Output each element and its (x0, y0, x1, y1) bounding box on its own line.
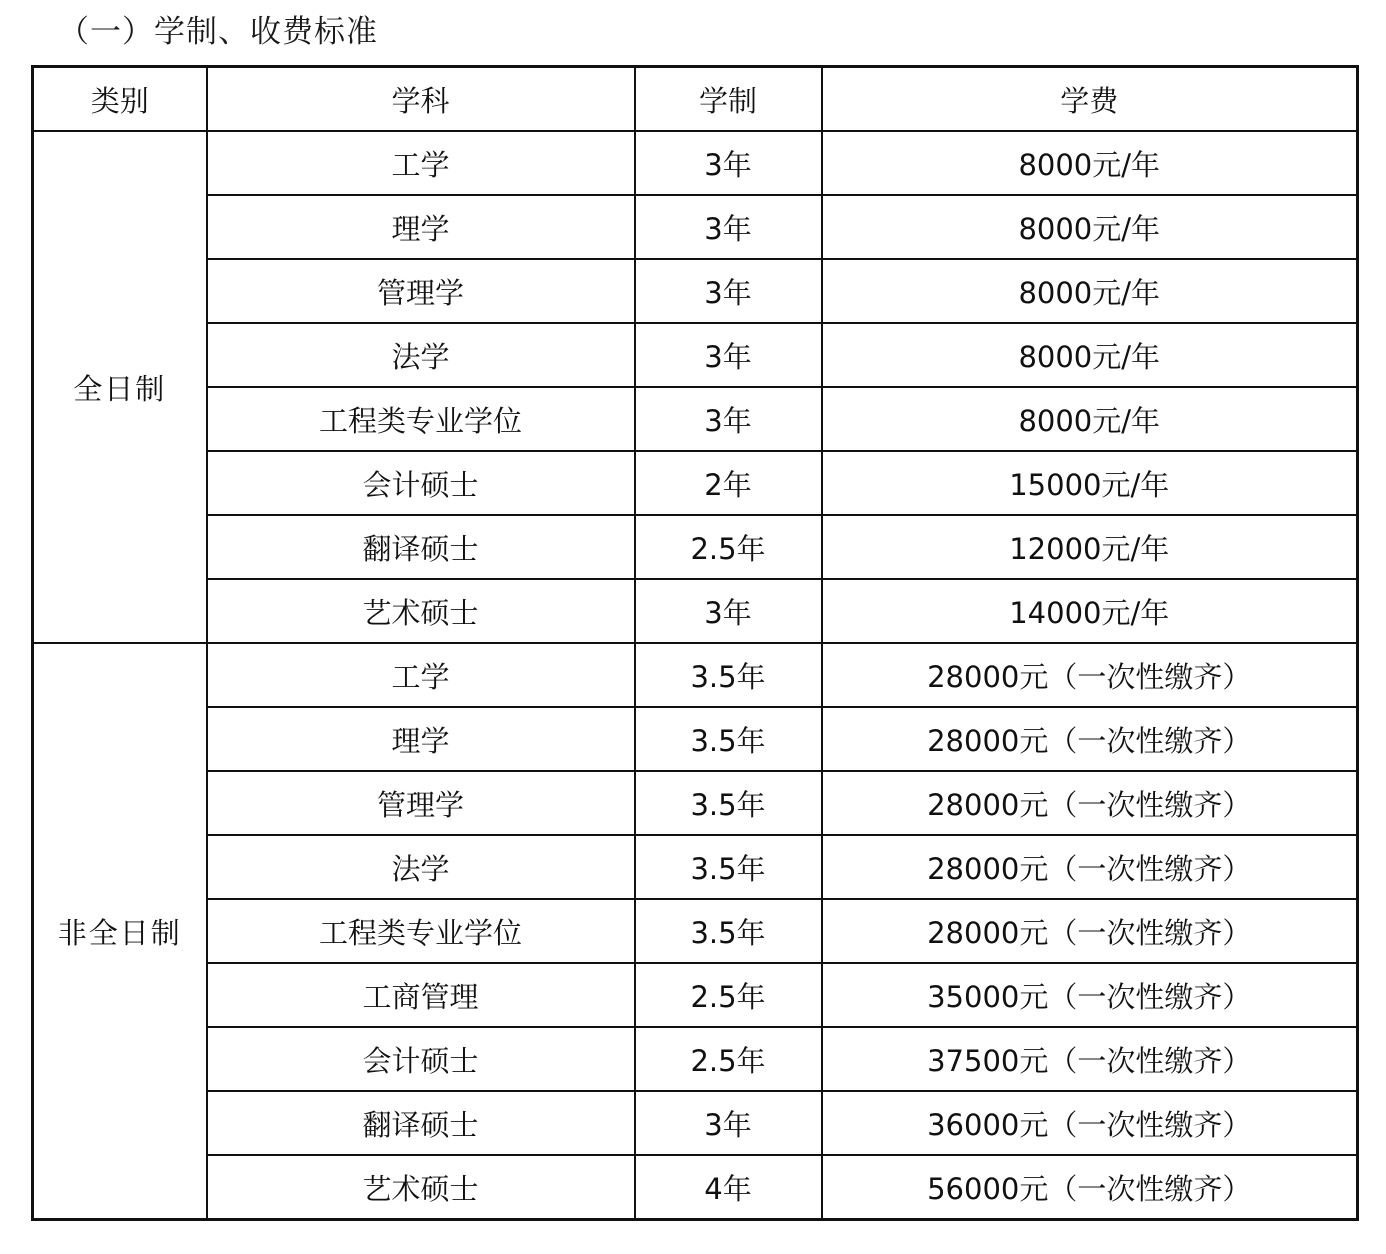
fee-cell: 15000元/年 (822, 451, 1358, 515)
header-fee: 学费 (822, 67, 1358, 132)
subject-cell: 会计硕士 (207, 1027, 635, 1091)
subject-cell: 管理学 (207, 259, 635, 323)
table-row (33, 1027, 1358, 1091)
table-row (33, 963, 1358, 1027)
fee-cell: 28000元（一次性缴齐） (822, 835, 1358, 899)
fee-cell: 35000元（一次性缴齐） (822, 963, 1358, 1027)
subject-cell: 法学 (207, 323, 635, 387)
table-row (33, 259, 1358, 323)
duration-cell: 3.5年 (635, 643, 822, 707)
table-row (33, 131, 1358, 195)
fee-cell: 28000元（一次性缴齐） (822, 771, 1358, 835)
table-row (33, 899, 1358, 963)
fee-cell: 8000元/年 (822, 387, 1358, 451)
category-cell: 全日制 (33, 131, 207, 643)
table-row (33, 835, 1358, 899)
duration-cell: 3年 (635, 387, 822, 451)
category-cell: 非全日制 (33, 643, 207, 1220)
duration-cell: 2年 (635, 451, 822, 515)
subject-cell: 工学 (207, 643, 635, 707)
table-row (33, 387, 1358, 451)
fee-cell: 8000元/年 (822, 131, 1358, 195)
subject-cell: 法学 (207, 835, 635, 899)
table-row (33, 643, 1358, 707)
subject-cell: 工程类专业学位 (207, 899, 635, 963)
fee-cell: 12000元/年 (822, 515, 1358, 579)
header-duration: 学制 (635, 67, 822, 132)
header-subject: 学科 (207, 67, 635, 132)
table-row (33, 707, 1358, 771)
duration-cell: 3.5年 (635, 835, 822, 899)
fee-cell: 8000元/年 (822, 259, 1358, 323)
duration-cell: 3年 (635, 1091, 822, 1155)
table-row (33, 771, 1358, 835)
fee-cell: 28000元（一次性缴齐） (822, 707, 1358, 771)
table-row (33, 1155, 1358, 1220)
fee-cell: 8000元/年 (822, 323, 1358, 387)
fee-cell: 28000元（一次性缴齐） (822, 643, 1358, 707)
duration-cell: 2.5年 (635, 1027, 822, 1091)
duration-cell: 3年 (635, 131, 822, 195)
duration-cell: 3年 (635, 323, 822, 387)
subject-cell: 会计硕士 (207, 451, 635, 515)
subject-cell: 翻译硕士 (207, 515, 635, 579)
table-body (33, 131, 1358, 1220)
fee-cell: 37500元（一次性缴齐） (822, 1027, 1358, 1091)
duration-cell: 2.5年 (635, 515, 822, 579)
duration-cell: 3年 (635, 579, 822, 643)
table-row (33, 579, 1358, 643)
subject-cell: 管理学 (207, 771, 635, 835)
fee-cell: 56000元（一次性缴齐） (822, 1155, 1358, 1220)
table-row (33, 1091, 1358, 1155)
subject-cell: 工学 (207, 131, 635, 195)
subject-cell: 工商管理 (207, 963, 635, 1027)
tuition-table (31, 65, 1359, 1221)
table-row (33, 323, 1358, 387)
fee-cell: 8000元/年 (822, 195, 1358, 259)
duration-cell: 3.5年 (635, 899, 822, 963)
subject-cell: 理学 (207, 707, 635, 771)
duration-cell: 3.5年 (635, 707, 822, 771)
fee-cell: 36000元（一次性缴齐） (822, 1091, 1358, 1155)
header-category: 类别 (33, 67, 207, 132)
duration-cell: 3.5年 (635, 771, 822, 835)
fee-cell: 14000元/年 (822, 579, 1358, 643)
subject-cell: 理学 (207, 195, 635, 259)
fee-cell: 28000元（一次性缴齐） (822, 899, 1358, 963)
subject-cell: 艺术硕士 (207, 579, 635, 643)
subject-cell: 工程类专业学位 (207, 387, 635, 451)
table-row (33, 195, 1358, 259)
subject-cell: 艺术硕士 (207, 1155, 635, 1220)
section-heading: （一）学制、收费标准 (58, 14, 378, 50)
duration-cell: 3年 (635, 195, 822, 259)
table-row (33, 515, 1358, 579)
duration-cell: 3年 (635, 259, 822, 323)
table-header-row (33, 67, 1358, 132)
duration-cell: 4年 (635, 1155, 822, 1220)
duration-cell: 2.5年 (635, 963, 822, 1027)
table-row (33, 451, 1358, 515)
subject-cell: 翻译硕士 (207, 1091, 635, 1155)
